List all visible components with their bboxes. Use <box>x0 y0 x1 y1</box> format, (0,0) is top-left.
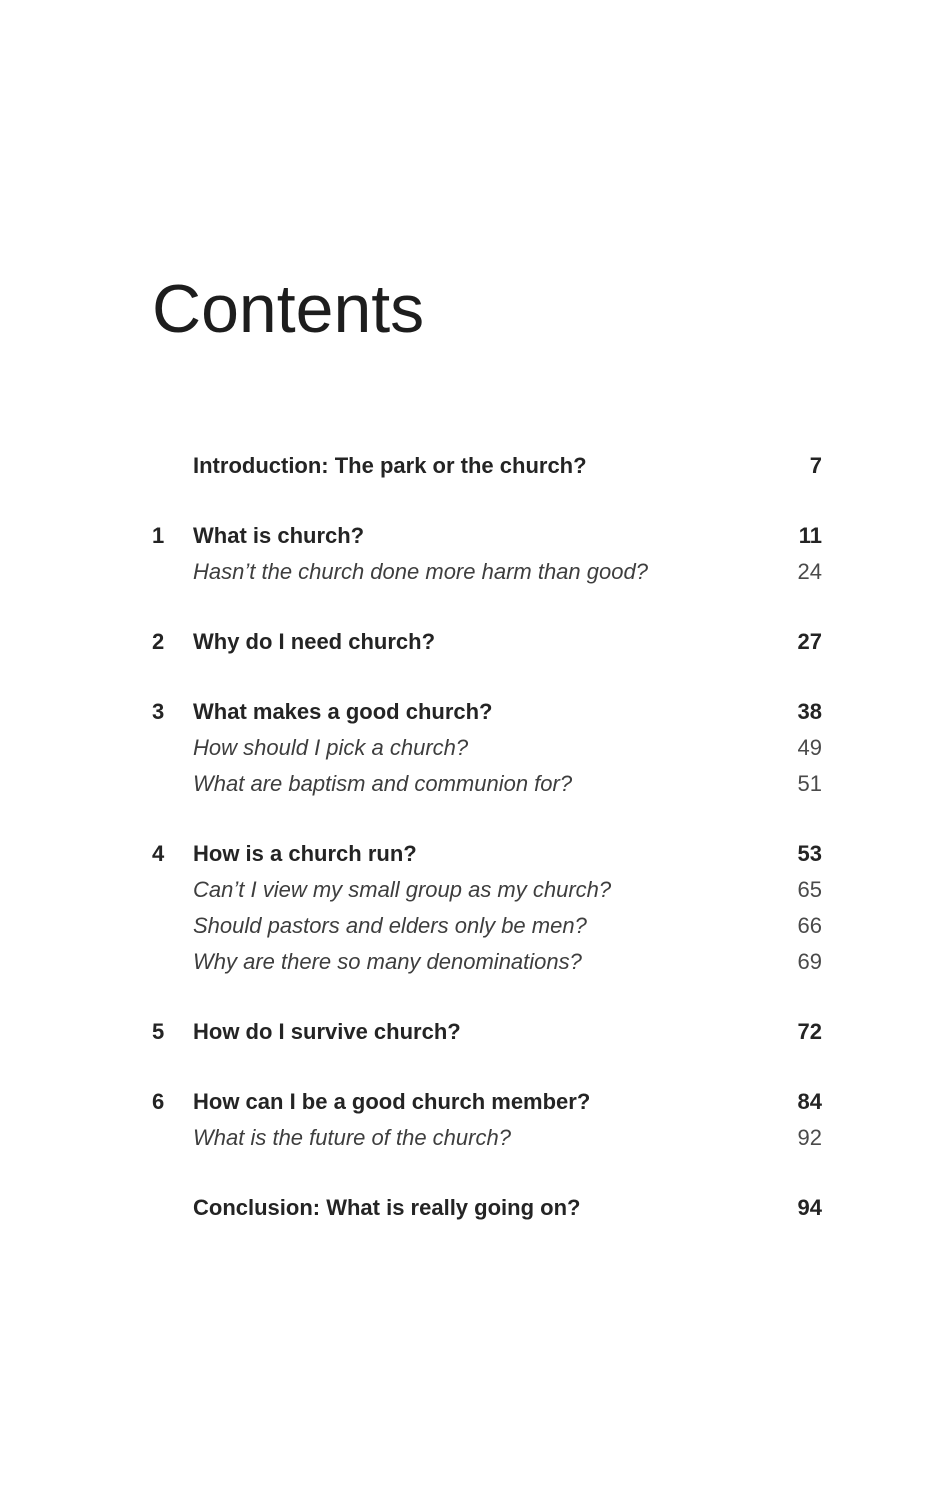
page-number: 72 <box>797 1019 822 1044</box>
chapter-title: Introduction: The park or the church? <box>193 453 587 478</box>
chapter-title: What is church? <box>193 523 365 548</box>
subentry-title: Can’t I view my small group as my church? <box>193 877 612 902</box>
page-number: 7 <box>809 453 822 478</box>
page-number: 27 <box>797 629 822 654</box>
chapter-number: 5 <box>152 1019 165 1044</box>
toc-group-chapter-2 <box>152 624 822 660</box>
page-number: 65 <box>797 877 822 902</box>
toc-subentry <box>152 730 822 766</box>
toc-entry-chapter-4 <box>152 836 822 872</box>
chapter-title: How is a church run? <box>193 841 417 866</box>
page-number: 24 <box>797 559 822 584</box>
page-number: 38 <box>797 699 822 724</box>
page-number: 94 <box>797 1195 822 1220</box>
chapter-title: Conclusion: What is really going on? <box>193 1195 581 1220</box>
chapter-number: 1 <box>152 523 165 548</box>
subentry-title: Why are there so many denominations? <box>193 949 582 974</box>
subentry-title: What are baptism and communion for? <box>193 771 573 796</box>
page-number: 66 <box>797 913 822 938</box>
chapter-title: Why do I need church? <box>193 629 436 654</box>
toc-entry-conclusion <box>152 1190 822 1226</box>
toc-group-chapter-6 <box>152 1084 822 1156</box>
chapter-number: 2 <box>152 629 165 654</box>
toc-group-chapter-4 <box>152 836 822 980</box>
toc-entry-chapter-2 <box>152 624 822 660</box>
page-title: Contents <box>152 271 425 347</box>
page-number: 49 <box>797 735 822 760</box>
chapter-title: What makes a good church? <box>193 699 493 724</box>
chapter-number: 3 <box>152 699 165 724</box>
page-number: 51 <box>797 771 822 796</box>
toc-entry-chapter-6 <box>152 1084 822 1120</box>
subentry-title: Should pastors and elders only be men? <box>193 913 587 938</box>
chapter-number: 6 <box>152 1089 165 1114</box>
subentry-title: Hasn’t the church done more harm than good? <box>193 559 648 584</box>
toc-subentry <box>152 872 822 908</box>
toc-group-introduction <box>152 448 822 484</box>
subentry-title: What is the future of the church? <box>193 1125 511 1150</box>
toc-entry-chapter-5 <box>152 1014 822 1050</box>
page-number: 84 <box>797 1089 822 1114</box>
chapter-title: How do I survive church? <box>193 1019 461 1044</box>
page-number: 69 <box>797 949 822 974</box>
toc-group-chapter-5 <box>152 1014 822 1050</box>
toc-group-chapter-3 <box>152 694 822 802</box>
page-number: 53 <box>797 841 822 866</box>
table-of-contents <box>152 448 822 1226</box>
toc-entry-chapter-3 <box>152 694 822 730</box>
toc-subentry <box>152 554 822 590</box>
toc-subentry <box>152 766 822 802</box>
toc-group-chapter-1 <box>152 518 822 590</box>
toc-entry-introduction <box>152 448 822 484</box>
toc-subentry <box>152 908 822 944</box>
subentry-title: How should I pick a church? <box>193 735 469 760</box>
toc-subentry <box>152 944 822 980</box>
chapter-title: How can I be a good church member? <box>193 1089 591 1114</box>
toc-entry-chapter-1 <box>152 518 822 554</box>
toc-subentry <box>152 1120 822 1156</box>
chapter-number: 4 <box>152 841 165 866</box>
page-number: 92 <box>797 1125 822 1150</box>
toc-group-conclusion <box>152 1190 822 1226</box>
page-number: 11 <box>798 523 822 548</box>
